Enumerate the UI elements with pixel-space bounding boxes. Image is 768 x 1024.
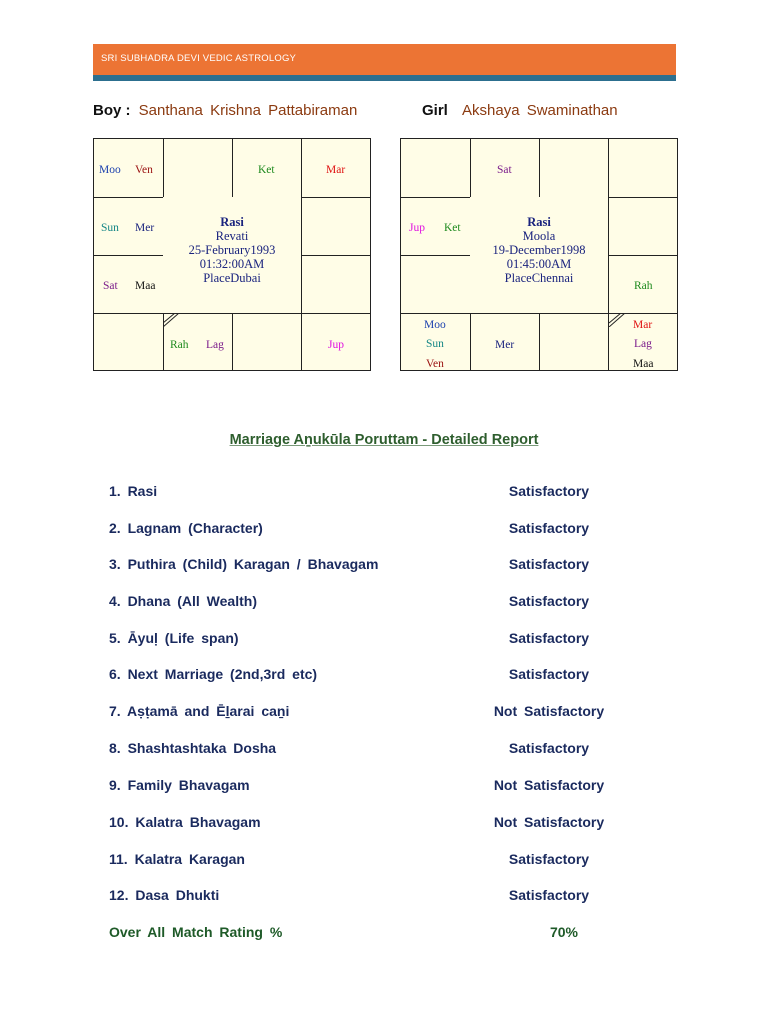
boy-name: Santhana Krishna Pattabiraman (138, 102, 358, 119)
planet-rah: Rah (170, 339, 189, 351)
report-row (109, 593, 649, 613)
planet-ket: Ket (258, 164, 275, 176)
report-row (109, 520, 649, 540)
chart-time: 01:45:00AM (506, 257, 572, 271)
planet-jup: Jup (328, 339, 344, 351)
planet-sun: Sun (426, 338, 444, 350)
planet-sat: Sat (103, 280, 118, 292)
overall-rating-row (109, 924, 649, 944)
boy-chart-center (163, 215, 301, 285)
report-item-label: 3. Puthira (Child) Karagan / Bhavagam (109, 556, 379, 572)
report-item-label: 1. Rasi (109, 483, 158, 499)
report-item-label: 4. Dhana (All Wealth) (109, 593, 257, 609)
report-row (109, 887, 649, 907)
planet-lag: Lag (634, 338, 652, 350)
chart-place: PlaceChennai (504, 271, 574, 285)
report-item-label: 12. Dasa Dhukti (109, 887, 220, 903)
report-row (109, 740, 649, 760)
report-item-label: 2. Lagnam (Character) (109, 520, 263, 536)
chart-date: 19-December1998 (492, 243, 586, 257)
report-item-label: 10. Kalatra Bhavagam (109, 814, 261, 830)
chart-title: Rasi (220, 215, 244, 229)
lagna-marker-icon (163, 313, 181, 327)
report-item-status: Satisfactory (508, 887, 590, 903)
header-bar (93, 44, 676, 75)
report-item-label: 9. Family Bhavagam (109, 777, 250, 793)
report-item-status: Satisfactory (508, 593, 590, 609)
report-item-status: Not Satisfactory (493, 777, 605, 793)
report-item-label: 6. Next Marriage (2nd,3rd etc) (109, 666, 318, 682)
planet-ket: Ket (444, 222, 461, 234)
report-row (109, 703, 649, 723)
report-item-status: Satisfactory (508, 556, 590, 572)
planet-mer: Mer (495, 339, 515, 351)
planet-ven: Ven (135, 164, 153, 176)
report-row (109, 814, 649, 834)
overall-rating-value: 70% (549, 924, 579, 940)
planet-moo: Moo (424, 319, 446, 331)
chart-date: 25-February1993 (188, 243, 276, 257)
planet-moo: Moo (99, 164, 121, 176)
report-row (109, 851, 649, 871)
lagna-marker-icon (609, 313, 627, 327)
planet-maa: Maa (633, 358, 654, 370)
girl-name-line (422, 102, 618, 119)
report-item-label: 11. Kalatra Karagan (109, 851, 245, 867)
boy-label: Boy : (93, 102, 131, 119)
chart-title: Rasi (527, 215, 551, 229)
girl-rasi-chart (400, 138, 678, 371)
chart-time: 01:32:00AM (199, 257, 265, 271)
report-row (109, 777, 649, 797)
planet-mar: Mar (326, 164, 346, 176)
report-item-status: Satisfactory (508, 851, 590, 867)
planet-lag: Lag (206, 339, 224, 351)
planet-mer: Mer (135, 222, 155, 234)
chart-nakshatra: Revati (215, 229, 249, 243)
planet-jup: Jup (409, 222, 425, 234)
planet-maa: Maa (135, 280, 156, 292)
report-item-status: Satisfactory (508, 666, 590, 682)
report-item-label: 8. Shashtashtaka Dosha (109, 740, 277, 756)
report-row (109, 666, 649, 686)
chart-place: PlaceDubai (203, 271, 261, 285)
header-stripe (93, 75, 676, 81)
report-row (109, 630, 649, 650)
girl-name: Akshaya Swaminathan (462, 102, 618, 119)
report-item-status: Satisfactory (508, 740, 590, 756)
report-item-status: Satisfactory (508, 520, 590, 536)
report-item-label: 5. Āyuḷ (Life span) (109, 630, 239, 646)
report-row (109, 483, 649, 503)
planet-sun: Sun (101, 222, 119, 234)
girl-chart-center (470, 215, 608, 285)
report-title: Marriage Aṉukūla Poruttam - Detailed Report (229, 432, 539, 448)
planet-mar: Mar (633, 319, 653, 331)
boy-rasi-chart (93, 138, 371, 371)
report-item-status: Satisfactory (508, 630, 590, 646)
planet-rah: Rah (634, 280, 653, 292)
report-row (109, 556, 649, 576)
planet-ven: Ven (426, 358, 444, 370)
report-item-status: Not Satisfactory (493, 814, 605, 830)
header-title: SRI SUBHADRA DEVI VEDIC ASTROLOGY (101, 53, 297, 64)
chart-nakshatra: Moola (522, 229, 556, 243)
report-item-status: Satisfactory (508, 483, 590, 499)
overall-rating-label: Over All Match Rating % (109, 924, 283, 940)
boy-name-line (93, 102, 357, 119)
report-item-label: 7. Aṣṭamā and Ēḻarai caṉi (109, 703, 290, 719)
planet-sat: Sat (497, 164, 512, 176)
report-item-status: Not Satisfactory (493, 703, 605, 719)
girl-label: Girl (422, 102, 448, 119)
